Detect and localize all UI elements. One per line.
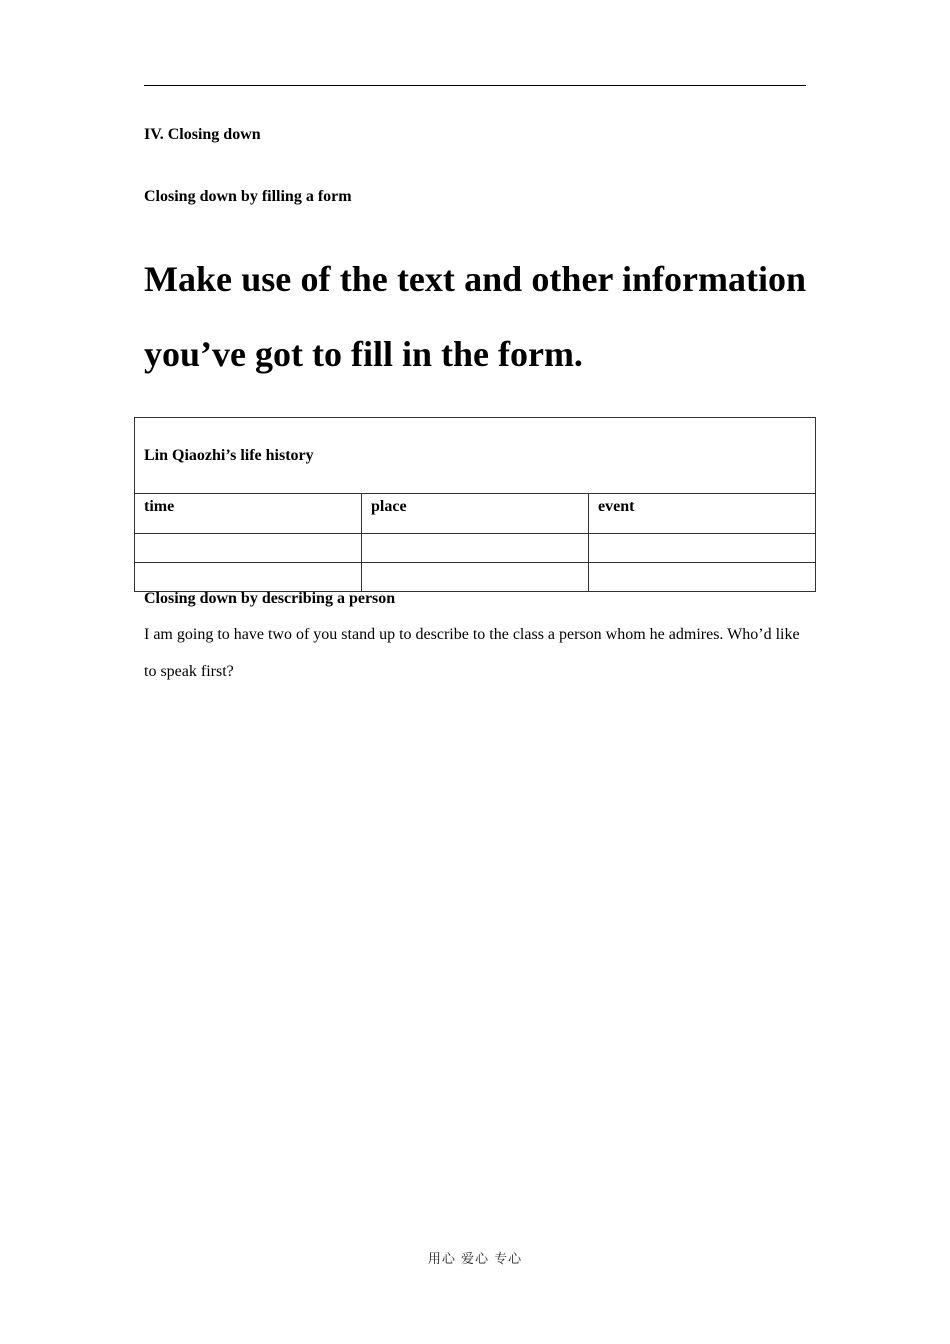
life-history-form: [134, 417, 816, 592]
table-row: [135, 534, 816, 563]
table-cell[interactable]: [135, 563, 362, 592]
header-rule: [144, 85, 806, 86]
instruction-line-2: you’ve got to fill in the form.: [144, 334, 583, 374]
column-header-time: time: [135, 494, 362, 534]
table-row: [135, 563, 816, 592]
table-cell[interactable]: [135, 534, 362, 563]
section-title: IV. Closing down: [144, 126, 261, 143]
column-header-event: event: [589, 494, 816, 534]
table-cell[interactable]: [362, 534, 589, 563]
subsection-title-form: Closing down by filling a form: [144, 188, 352, 205]
table-cell[interactable]: [362, 563, 589, 592]
instruction-heading: [144, 242, 806, 392]
table-cell[interactable]: [589, 563, 816, 592]
table-cell[interactable]: [589, 534, 816, 563]
column-header-place: place: [362, 494, 589, 534]
form-title: Lin Qiaozhi’s life history: [135, 418, 816, 494]
instruction-line-1: Make use of the text and other information: [144, 259, 806, 299]
page-footer: 用心 爱心 专心: [427, 1252, 523, 1267]
instruction-paragraph: I am going to have two of you stand up to describe to the class a person whom he admires. Who’d like to speak first?: [144, 626, 800, 680]
subsection-title-describe: Closing down by describing a person: [144, 590, 396, 607]
